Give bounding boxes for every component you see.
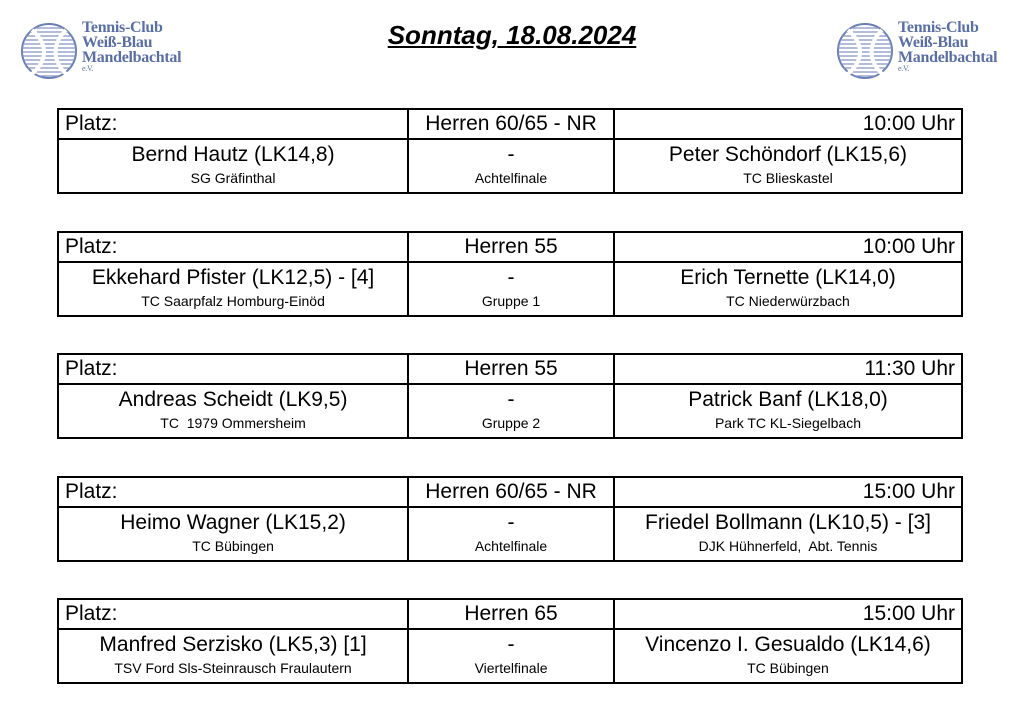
- round-cell: [408, 384, 614, 438]
- player-1-cell: [58, 629, 408, 683]
- player-1-name: Bernd Hautz (LK14,8): [131, 143, 335, 166]
- player-1-cell: [58, 384, 408, 438]
- round-cell: [408, 139, 614, 193]
- player-1-name: Ekkehard Pfister (LK12,5) - [4]: [91, 266, 375, 289]
- page-title: Sonntag, 18.08.2024: [387, 20, 637, 50]
- round-label: Achtelfinale: [474, 538, 548, 554]
- category: Herren 55: [408, 354, 614, 384]
- logo-line-1: Tennis-Club: [82, 19, 163, 36]
- match-time: 15:00 Uhr: [614, 599, 962, 629]
- court-label: Platz:: [58, 354, 408, 384]
- logo-line-2: Weiß-Blau: [82, 34, 153, 51]
- player-1-name: Andreas Scheidt (LK9,5): [118, 388, 348, 411]
- round-cell: [408, 629, 614, 683]
- versus-separator: -: [507, 511, 515, 534]
- match-table: [57, 476, 963, 562]
- logo-line-4: e.V.: [82, 64, 94, 73]
- player-1-club: TC Bübingen: [192, 538, 274, 554]
- player-2-cell: [614, 262, 962, 316]
- player-2-club: TC Blieskastel: [743, 170, 833, 186]
- match-table: [57, 353, 963, 439]
- player-2-name: Patrick Banf (LK18,0): [688, 388, 888, 411]
- logo-line-4: e.V.: [898, 64, 910, 73]
- player-2-club: Park TC KL-Siegelbach: [714, 415, 861, 431]
- player-2-club: DJK Hühnerfeld, Abt. Tennis: [698, 538, 878, 554]
- category: Herren 55: [408, 232, 614, 262]
- player-1-name: Manfred Serzisko (LK5,3) [1]: [99, 633, 367, 656]
- versus-separator: -: [507, 143, 515, 166]
- category: Herren 60/65 - NR: [408, 109, 614, 139]
- round-label: Achtelfinale: [474, 170, 548, 186]
- round-cell: [408, 507, 614, 561]
- player-1-cell: [58, 139, 408, 193]
- player-2-cell: [614, 507, 962, 561]
- player-2-name: Friedel Bollmann (LK10,5) - [3]: [645, 511, 931, 534]
- round-label: Gruppe 2: [481, 415, 541, 431]
- match-table: [57, 598, 963, 684]
- player-2-cell: [614, 629, 962, 683]
- logo-line-3: Mandelbachtal: [898, 49, 998, 66]
- court-label: Platz:: [58, 599, 408, 629]
- round-label: Gruppe 1: [481, 293, 541, 309]
- player-2-cell: [614, 384, 962, 438]
- category: Herren 65: [408, 599, 614, 629]
- player-1-club: TC 1979 Ommersheim: [160, 415, 306, 431]
- logo-line-3: Mandelbachtal: [82, 49, 182, 66]
- player-2-club: TC Bübingen: [747, 660, 829, 676]
- round-label: Viertelfinale: [474, 660, 548, 676]
- match-table: [57, 231, 963, 317]
- player-1-club: TC Saarpfalz Homburg-Einöd: [141, 293, 325, 309]
- versus-separator: -: [507, 266, 515, 289]
- player-1-name: Heimo Wagner (LK15,2): [120, 511, 346, 534]
- category: Herren 60/65 - NR: [408, 477, 614, 507]
- round-cell: [408, 262, 614, 316]
- court-label: Platz:: [58, 232, 408, 262]
- logo-line-2: Weiß-Blau: [898, 34, 969, 51]
- match-time: 11:30 Uhr: [614, 354, 962, 384]
- match-table: [57, 108, 963, 194]
- match-time: 10:00 Uhr: [614, 232, 962, 262]
- player-2-cell: [614, 139, 962, 193]
- court-label: Platz:: [58, 477, 408, 507]
- court-label: Platz:: [58, 109, 408, 139]
- player-1-cell: [58, 507, 408, 561]
- match-time: 10:00 Uhr: [614, 109, 962, 139]
- player-1-cell: [58, 262, 408, 316]
- versus-separator: -: [507, 633, 515, 656]
- player-2-name: Erich Ternette (LK14,0): [680, 266, 896, 289]
- player-1-club: TSV Ford Sls-Steinrausch Fraulautern: [114, 660, 352, 676]
- player-2-name: Vincenzo I. Gesualdo (LK14,6): [645, 633, 931, 656]
- player-2-name: Peter Schöndorf (LK15,6): [668, 143, 908, 166]
- versus-separator: -: [507, 388, 515, 411]
- logo-line-1: Tennis-Club: [898, 19, 979, 36]
- match-time: 15:00 Uhr: [614, 477, 962, 507]
- player-2-club: TC Niederwürzbach: [726, 293, 850, 309]
- player-1-club: SG Gräfinthal: [190, 170, 276, 186]
